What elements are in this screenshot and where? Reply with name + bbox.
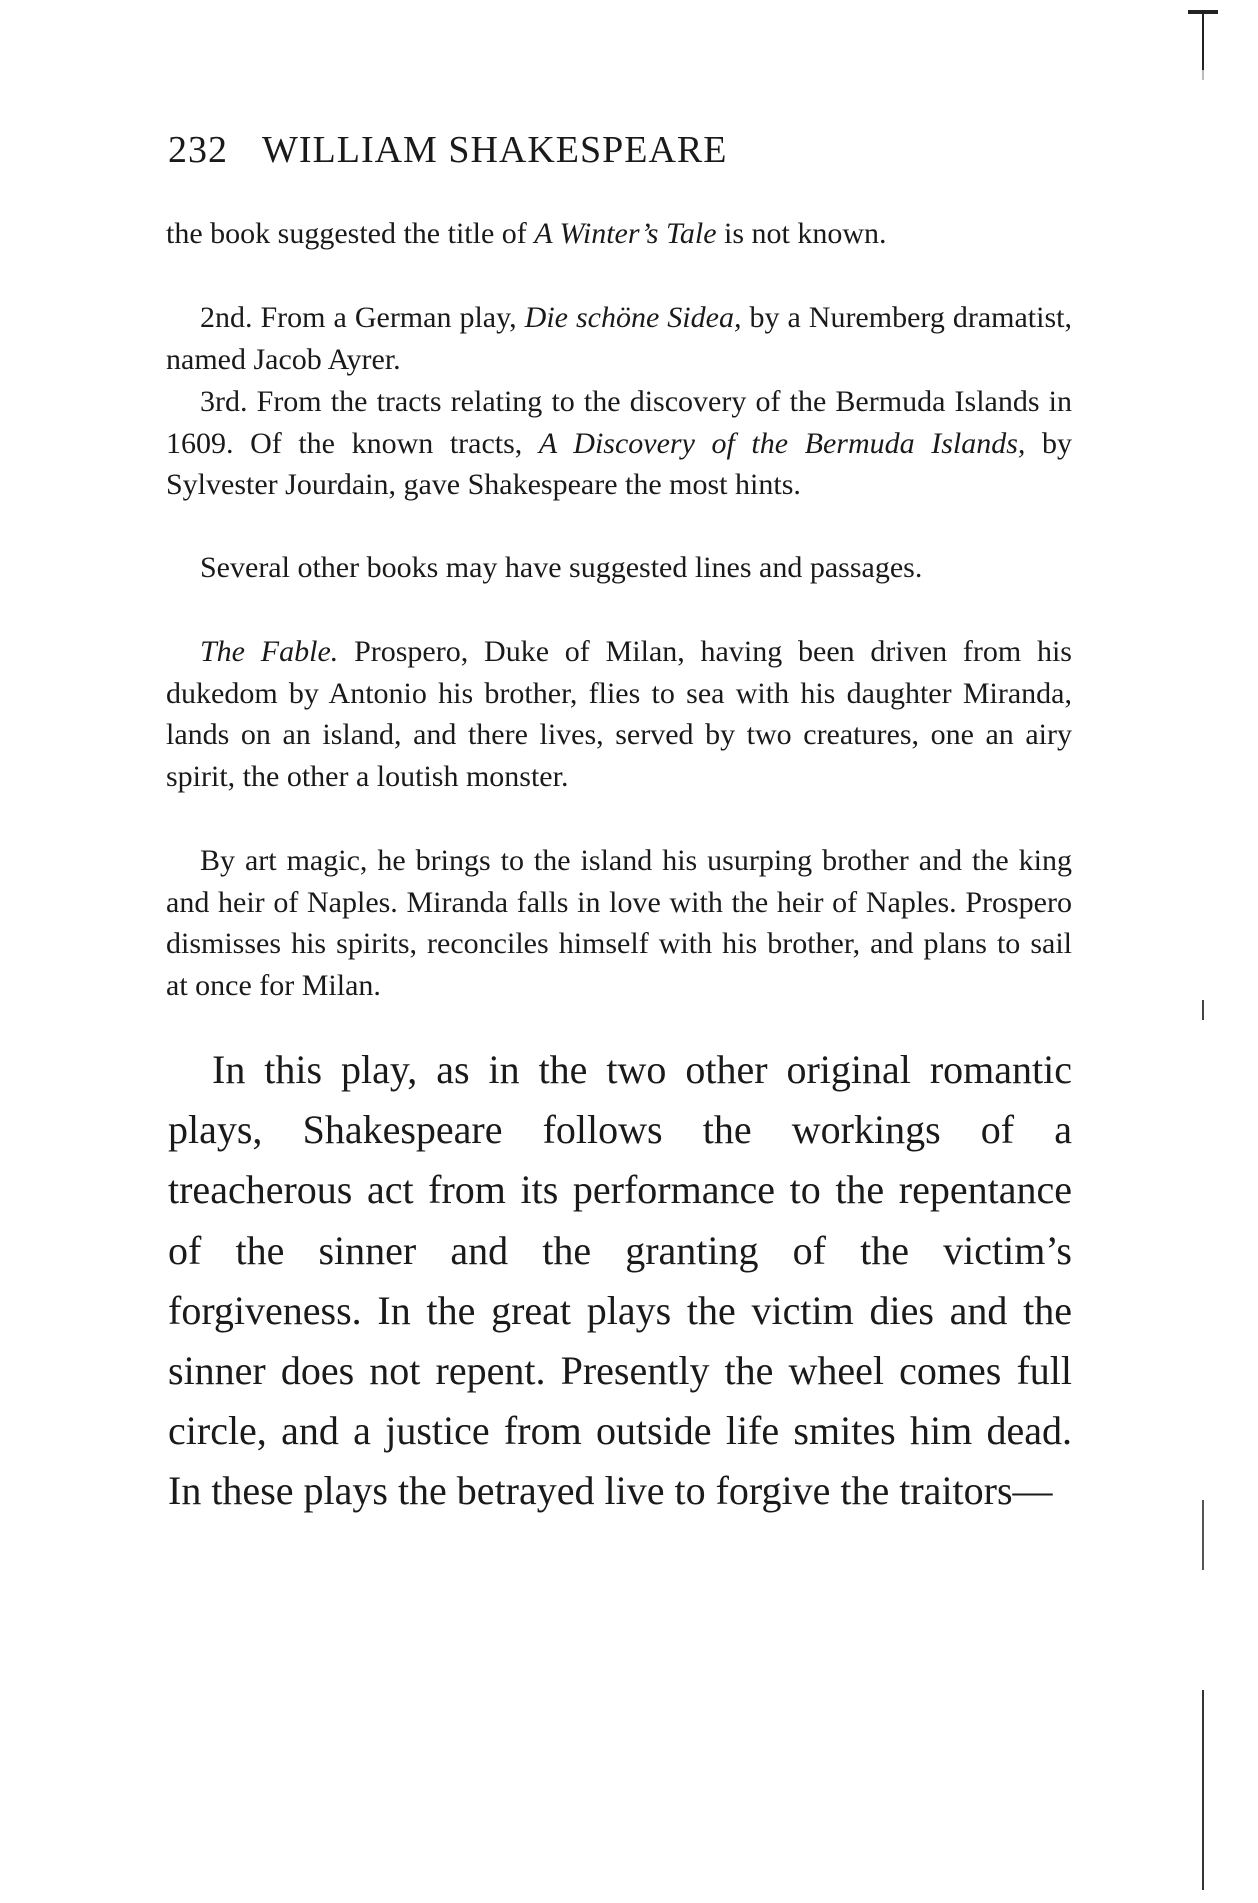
notes-block bbox=[166, 213, 1072, 255]
note-paragraph-5: The Fable. Prospero, Duke of Milan, having been driven from his dukedom by Antonio his brother, flies to sea with his daughter Miranda, lands on an island, and there lives, served by two creatures, one an airy spirit, the other a loutish monster. bbox=[166, 635, 1072, 793]
notes-block-3 bbox=[166, 381, 1072, 506]
fable-label: The Fable. bbox=[200, 635, 339, 668]
running-title: WILLIAM SHAKESPEARE bbox=[262, 129, 728, 171]
note-paragraph-3: 3rd. From the tracts relating to the discovery of the Bermuda Islands in 1609. Of the known tracts, A Discovery of the Bermuda Islands, by Sylvester Jourdain, gave Shakespeare the most hints. bbox=[166, 385, 1072, 502]
note-paragraph-2: 2nd. From a German play, Die schöne Sidea, by a Nuremberg dramatist, named Jacob Ayrer. bbox=[166, 301, 1072, 376]
play-title: A Winter’s Tale bbox=[534, 217, 717, 250]
page-number: 232 bbox=[168, 129, 228, 171]
note-paragraph-4: Several other books may have suggested lines and passages. bbox=[200, 551, 923, 584]
notes-block-4 bbox=[166, 547, 1072, 589]
scan-edge-line bbox=[1202, 10, 1204, 1890]
book-title: A Discovery of the Bermuda Islands, bbox=[538, 426, 1026, 460]
play-title: Die schöne Sidea, bbox=[524, 301, 742, 334]
main-text bbox=[168, 1040, 1072, 1522]
note-paragraph-6: By art magic, he brings to the island his usurping brother and the king and heir of Naples. Miranda falls in love with the heir of Naples. Prospero dismisses his spirits, reconciles himself with his brother, and plans to sail at once for Milan. bbox=[166, 844, 1072, 1002]
main-paragraph: In this play, as in the two other original romantic plays, Shakespeare follows the workings of a treacherous act from its performance to the repentance of the sinner and the granting of the victim’s forgiveness. In the great plays the victim dies and the sinner does not repent. Presently the wheel comes full circle, and a justice from outside life smites him dead. In these plays the betrayed live to forgive the traitors— bbox=[168, 1047, 1072, 1514]
page-header bbox=[168, 128, 727, 172]
notes-block-5 bbox=[166, 631, 1072, 797]
notes-block-6 bbox=[166, 840, 1072, 1006]
note-paragraph-1: the book suggested the title of A Winter’s Tale is not known. bbox=[166, 217, 887, 250]
notes-block-2 bbox=[166, 297, 1072, 380]
